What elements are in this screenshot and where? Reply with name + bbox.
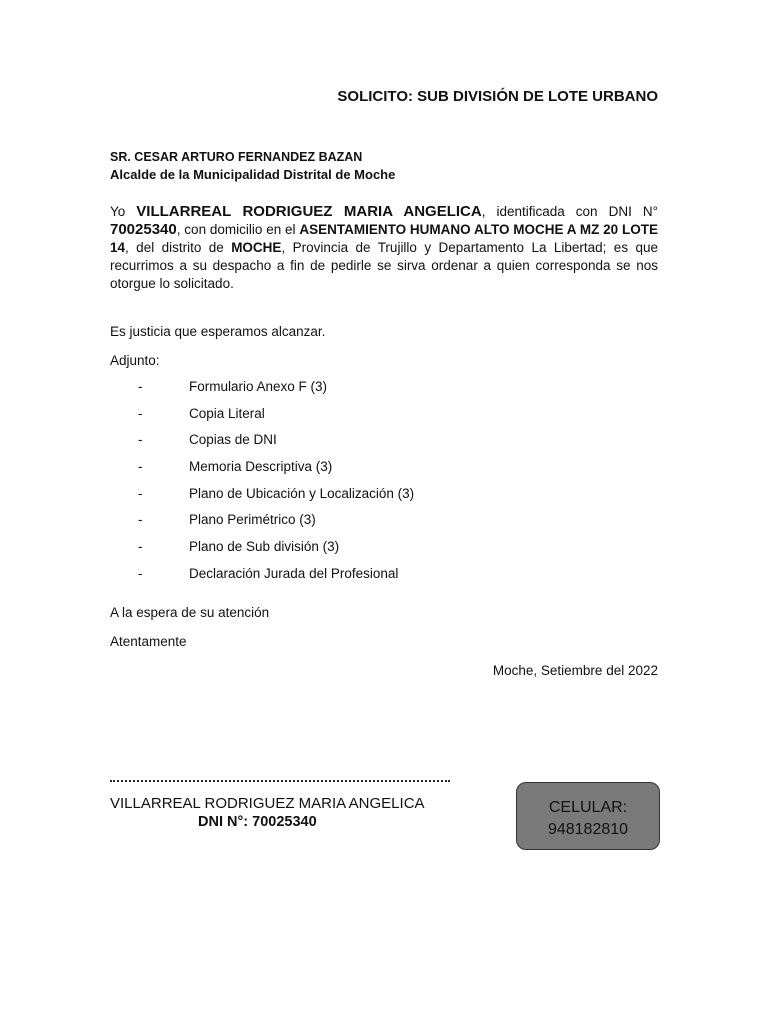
list-item <box>110 405 414 432</box>
addressee-name: SR. CESAR ARTURO FERNANDEZ BAZAN <box>110 150 363 164</box>
applicant-name: VILLARREAL RODRIGUEZ MARIA ANGELICA <box>136 203 482 220</box>
attachment-label: Plano de Ubicación y Localización (3) <box>189 485 415 501</box>
bullet-dash: - <box>138 459 143 475</box>
list-item <box>110 485 414 512</box>
attachment-label: Formulario Anexo F (3) <box>189 379 328 394</box>
place-date: Moche, Setiembre del 2022 <box>492 663 658 678</box>
addressee-role: Alcalde de la Municipalidad Distrital de Moche <box>110 167 396 182</box>
signature-name: VILLARREAL RODRIGUEZ MARIA ANGELICA <box>110 795 425 812</box>
request-paragraph <box>110 203 658 293</box>
body-rest: , Provincia de Trujillo y Departamento La Libertad; es que recurrimos a su despacho a fin de pedirle se sirva ordenar a quien corresponda se nos otorgue lo solicitado. <box>110 240 658 291</box>
bullet-dash: - <box>138 539 143 555</box>
bullet-dash: - <box>138 512 143 528</box>
attachment-label: Plano Perimétrico (3) <box>189 512 316 528</box>
list-item <box>110 431 414 458</box>
document-title: SOLICITO: SUB DIVISIÓN DE LOTE URBANO <box>337 88 658 105</box>
attachment-label: Copia Literal <box>189 405 265 421</box>
body-ident: , identificada con DNI N° <box>481 204 659 219</box>
applicant-district: MOCHE <box>231 240 282 255</box>
bullet-dash: - <box>138 565 143 581</box>
attachment-label: Copias de DNI <box>189 432 277 448</box>
attachment-label: Plano de Sub división (3) <box>189 539 340 555</box>
signature-dni: DNI N°: 70025340 <box>198 814 317 830</box>
attachment-label: Declaración Jurada del Profesional <box>189 565 399 581</box>
attachments-label: Adjunto: <box>110 353 160 368</box>
applicant-dni: 70025340 <box>110 221 177 238</box>
phone-label: CELULAR: <box>548 799 628 816</box>
list-item <box>110 458 414 485</box>
applicant-address: ASENTAMIENTO HUMANO ALTO MOCHE A MZ 20 LOTE 14 <box>110 222 658 255</box>
list-item <box>110 538 414 565</box>
justice-line: Es justicia que esperamos alcanzar. <box>110 324 326 339</box>
phone-number: 948182810 <box>547 821 629 838</box>
phone-box <box>516 782 660 850</box>
closing-wait: A la espera de su atención <box>110 605 270 620</box>
body-domicilio: , con domicilio en el <box>176 222 300 237</box>
list-item <box>110 378 414 405</box>
bullet-dash: - <box>138 485 143 501</box>
body-distrito: , del distrito de <box>125 240 232 255</box>
attachment-label: Memoria Descriptiva (3) <box>189 459 333 475</box>
bullet-dash: - <box>138 379 143 394</box>
attachments-list <box>110 378 414 592</box>
bullet-dash: - <box>138 432 143 448</box>
closing: Atentamente <box>110 634 187 649</box>
list-item <box>110 565 414 592</box>
bullet-dash: - <box>138 405 143 421</box>
body-yo: Yo <box>110 204 137 219</box>
list-item <box>110 511 414 538</box>
signature-line <box>110 780 450 782</box>
